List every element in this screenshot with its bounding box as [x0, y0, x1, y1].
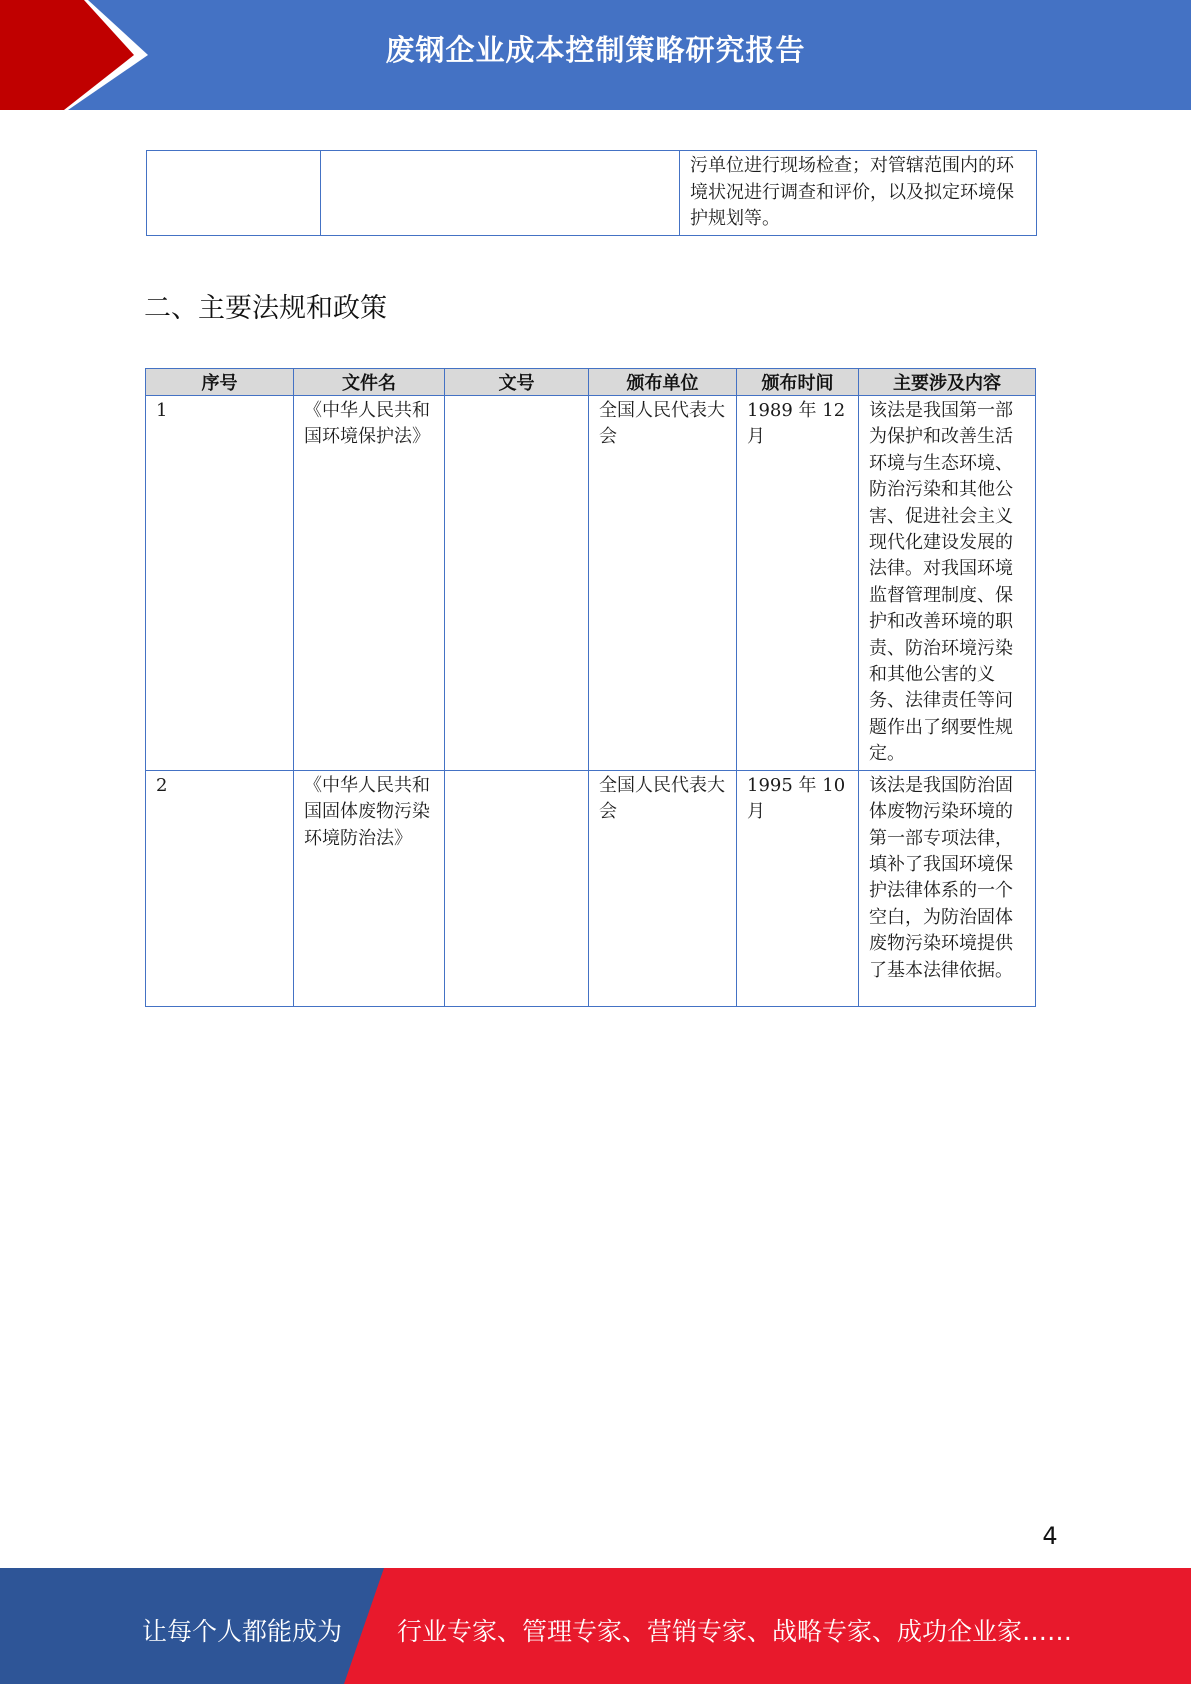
table-row: [146, 770, 1036, 1006]
footer-slogan-right: 行业专家、管理专家、营销专家、战略专家、成功企业家……: [397, 1617, 1073, 1646]
column-header-document-number: 文号: [445, 369, 589, 396]
table-row: [146, 396, 1036, 771]
table-cell: [147, 151, 321, 236]
page-footer: [0, 1568, 1191, 1684]
table-row: [147, 151, 1037, 236]
column-header-document-name: 文件名: [294, 369, 445, 396]
cell-issue-date: 1995 年 10 月: [737, 770, 859, 1006]
cell-main-content: 该法是我国防治固体废物污染环境的第一部专项法律，填补了我国环境保护法律体系的一个空白，为防治固体废物污染环境提供了基本法律依据。: [859, 770, 1036, 1006]
section-heading: 二、主要法规和政策: [144, 293, 387, 324]
page-number: 4: [1042, 1522, 1058, 1550]
cell-main-content: 该法是我国第一部为保护和改善生活环境与生态环境、防治污染和其他公害、促进社会主义现代化建设发展的法律。对我国环境监督管理制度、保护和改善环境的职责、防治环境污染和其他公害的义务、法律责任等问题作出了纲要性规定。: [859, 396, 1036, 771]
cell-index: 2: [146, 770, 294, 1006]
column-header-issuing-body: 颁布单位: [589, 369, 737, 396]
table-cell: 污单位进行现场检查；对管辖范围内的环境状况进行调查和评价，以及拟定环境保护规划等。: [680, 151, 1037, 236]
cell-issue-date: 1989 年 12 月: [737, 396, 859, 771]
report-title: 废钢企业成本控制策略研究报告: [385, 33, 806, 67]
cell-index: 1: [146, 396, 294, 771]
laws-policies-table: [145, 368, 1036, 1007]
cell-document-number: [445, 770, 589, 1006]
column-header-main-content: 主要涉及内容: [859, 369, 1036, 396]
column-header-issue-date: 颁布时间: [737, 369, 859, 396]
cell-document-name: 《中华人民共和国固体废物污染环境防治法》: [294, 770, 445, 1006]
footer-slogan-left: 让每个人都能成为: [142, 1617, 343, 1646]
cell-issuing-body: 全国人民代表大会: [589, 770, 737, 1006]
cell-document-number: [445, 396, 589, 771]
page-header: [0, 0, 1191, 110]
cell-document-name: 《中华人民共和国环境保护法》: [294, 396, 445, 771]
continuation-table: [146, 150, 1037, 236]
table-cell: [321, 151, 680, 236]
column-header-index: 序号: [146, 369, 294, 396]
cell-issuing-body: 全国人民代表大会: [589, 396, 737, 771]
table-header-row: [146, 369, 1036, 396]
